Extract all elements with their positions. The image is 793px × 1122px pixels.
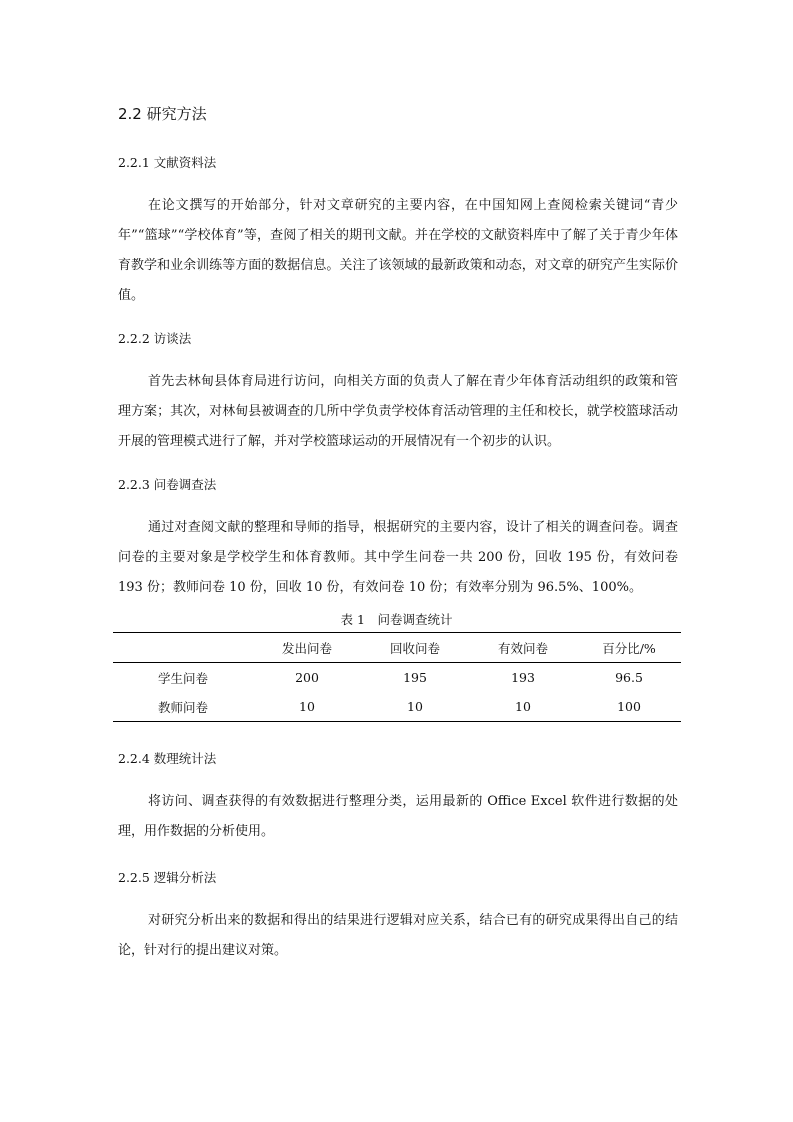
- table-header-row: [113, 633, 681, 663]
- table-cell: 10: [407, 699, 423, 714]
- subsection-title-questionnaire: 2.2.3 问卷调查法: [118, 477, 217, 492]
- table-cell: 193: [511, 670, 535, 685]
- section-heading: 2.2 研究方法: [118, 105, 207, 123]
- subsection-title-logic: 2.2.5 逻辑分析法: [118, 870, 217, 885]
- paragraph-questionnaire: 通过对查阅文献的整理和导师的指导，根据研究的主要内容，设计了相关的调查问卷。调查问卷的主要对象是学校学生和体育教师。其中学生问卷一共 200 份，回收 195 份，有效问卷 193 份；教师问卷 10 份，回收 10 份，有效问卷 10 份；有效率分别为 96.5%、100%。: [118, 520, 678, 595]
- paragraph-literature: 在论文撰写的开始部分，针对文章研究的主要内容，在中国知网上查阅检索关键词“青少年”“篮球”“学校体育”等，查阅了相关的期刊文献。并在学校的文献资料库中了解了关于青少年体育教学和业余训练等方面的数据信息。关注了该领域的最新政策和动态，对文章的研究产生实际价值。: [118, 198, 678, 303]
- table-cell: 教师问卷: [157, 699, 208, 715]
- table-cell: 10: [515, 699, 531, 714]
- questionnaire-stats-table: [113, 632, 681, 722]
- table-row: [113, 663, 681, 693]
- table-cell: 100: [617, 699, 641, 714]
- table-header-cell: 有效问卷: [497, 640, 548, 656]
- table-cell: 10: [299, 699, 315, 714]
- table-cell: 200: [295, 670, 319, 685]
- paragraph-interview: 首先去林甸县体育局进行访问，向相关方面的负责人了解在青少年体育活动组织的政策和管理方案；其次，对林甸县被调查的几所中学负责学校体育活动管理的主任和校长，就学校篮球活动开展的管理模式进行了解，并对学校篮球运动的开展情况有一个初步的认识。: [118, 374, 678, 449]
- subsection-title-literature: 2.2.1 文献资料法: [118, 155, 217, 170]
- table-caption: 表 1 问卷调查统计: [340, 612, 453, 627]
- table-header-cell: 回收问卷: [389, 640, 440, 656]
- table-header-cell: 发出问卷: [281, 640, 332, 656]
- table-header-cell: 百分比/%: [602, 640, 656, 656]
- subsection-title-statistics: 2.2.4 数理统计法: [118, 751, 217, 766]
- subsection-title-interview: 2.2.2 访谈法: [118, 331, 192, 346]
- table-row: [113, 692, 681, 722]
- table-header-cell: [113, 633, 253, 663]
- table-cell: 学生问卷: [157, 670, 208, 686]
- table-cell: 195: [403, 670, 427, 685]
- paragraph-logic: 对研究分析出来的数据和得出的结果进行逻辑对应关系，结合已有的研究成果得出自己的结论，针对行的提出建议对策。: [118, 913, 678, 958]
- paragraph-statistics: 将访问、调查获得的有效数据进行整理分类，运用最新的 Office Excel 软件进行数据的处理，用作数据的分析使用。: [118, 794, 678, 839]
- table-cell: 96.5: [615, 670, 643, 685]
